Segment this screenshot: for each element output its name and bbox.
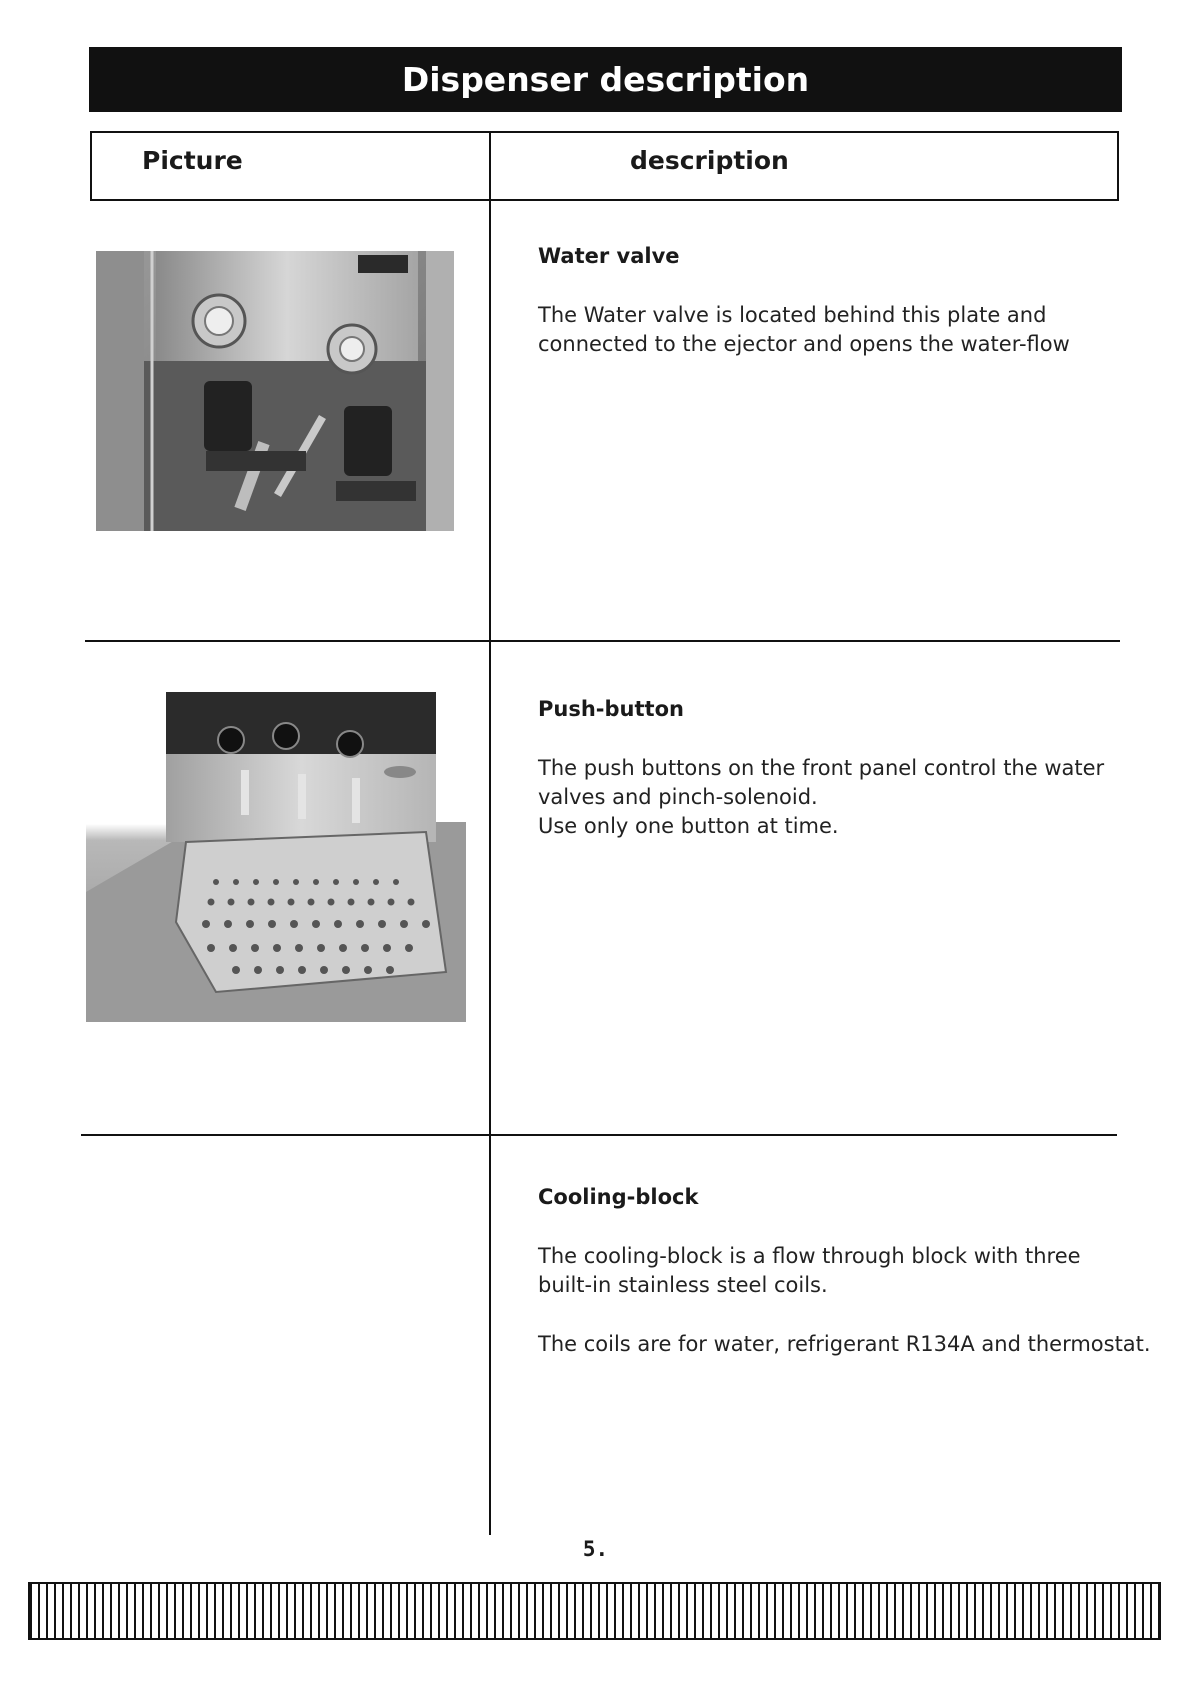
footer-stripe-bar xyxy=(28,1582,1161,1640)
water-valve-description: The Water valve is located behind this plate and connected to the ejector and opens the water-flow xyxy=(538,303,1070,356)
header-divider xyxy=(489,131,491,201)
push-button-title: Push-button xyxy=(538,697,684,721)
push-button-photo xyxy=(86,692,466,1022)
water-valve-photo xyxy=(96,251,454,531)
cooling-block-coils-note: The coils are for water, refrigerant R134A and thermostat. xyxy=(538,1332,1151,1356)
header-description: description xyxy=(630,146,789,175)
page-number: 5. xyxy=(582,1537,609,1561)
push-button-description: The push buttons on the front panel control the water valves and pinch-solenoid. Use only one button at time. xyxy=(538,756,1105,838)
header-picture: Picture xyxy=(142,146,243,175)
cooling-block-description: The cooling-block is a flow through block with three built-in stainless steel coils. xyxy=(538,1244,1081,1297)
water-valve-title: Water valve xyxy=(538,244,680,268)
page-title: Dispenser description xyxy=(89,47,1122,112)
column-divider xyxy=(489,201,491,1535)
cooling-block-title: Cooling-block xyxy=(538,1185,699,1209)
row-divider-2 xyxy=(81,1134,1117,1136)
row-divider-1 xyxy=(85,640,1120,642)
table-header xyxy=(90,131,1119,201)
